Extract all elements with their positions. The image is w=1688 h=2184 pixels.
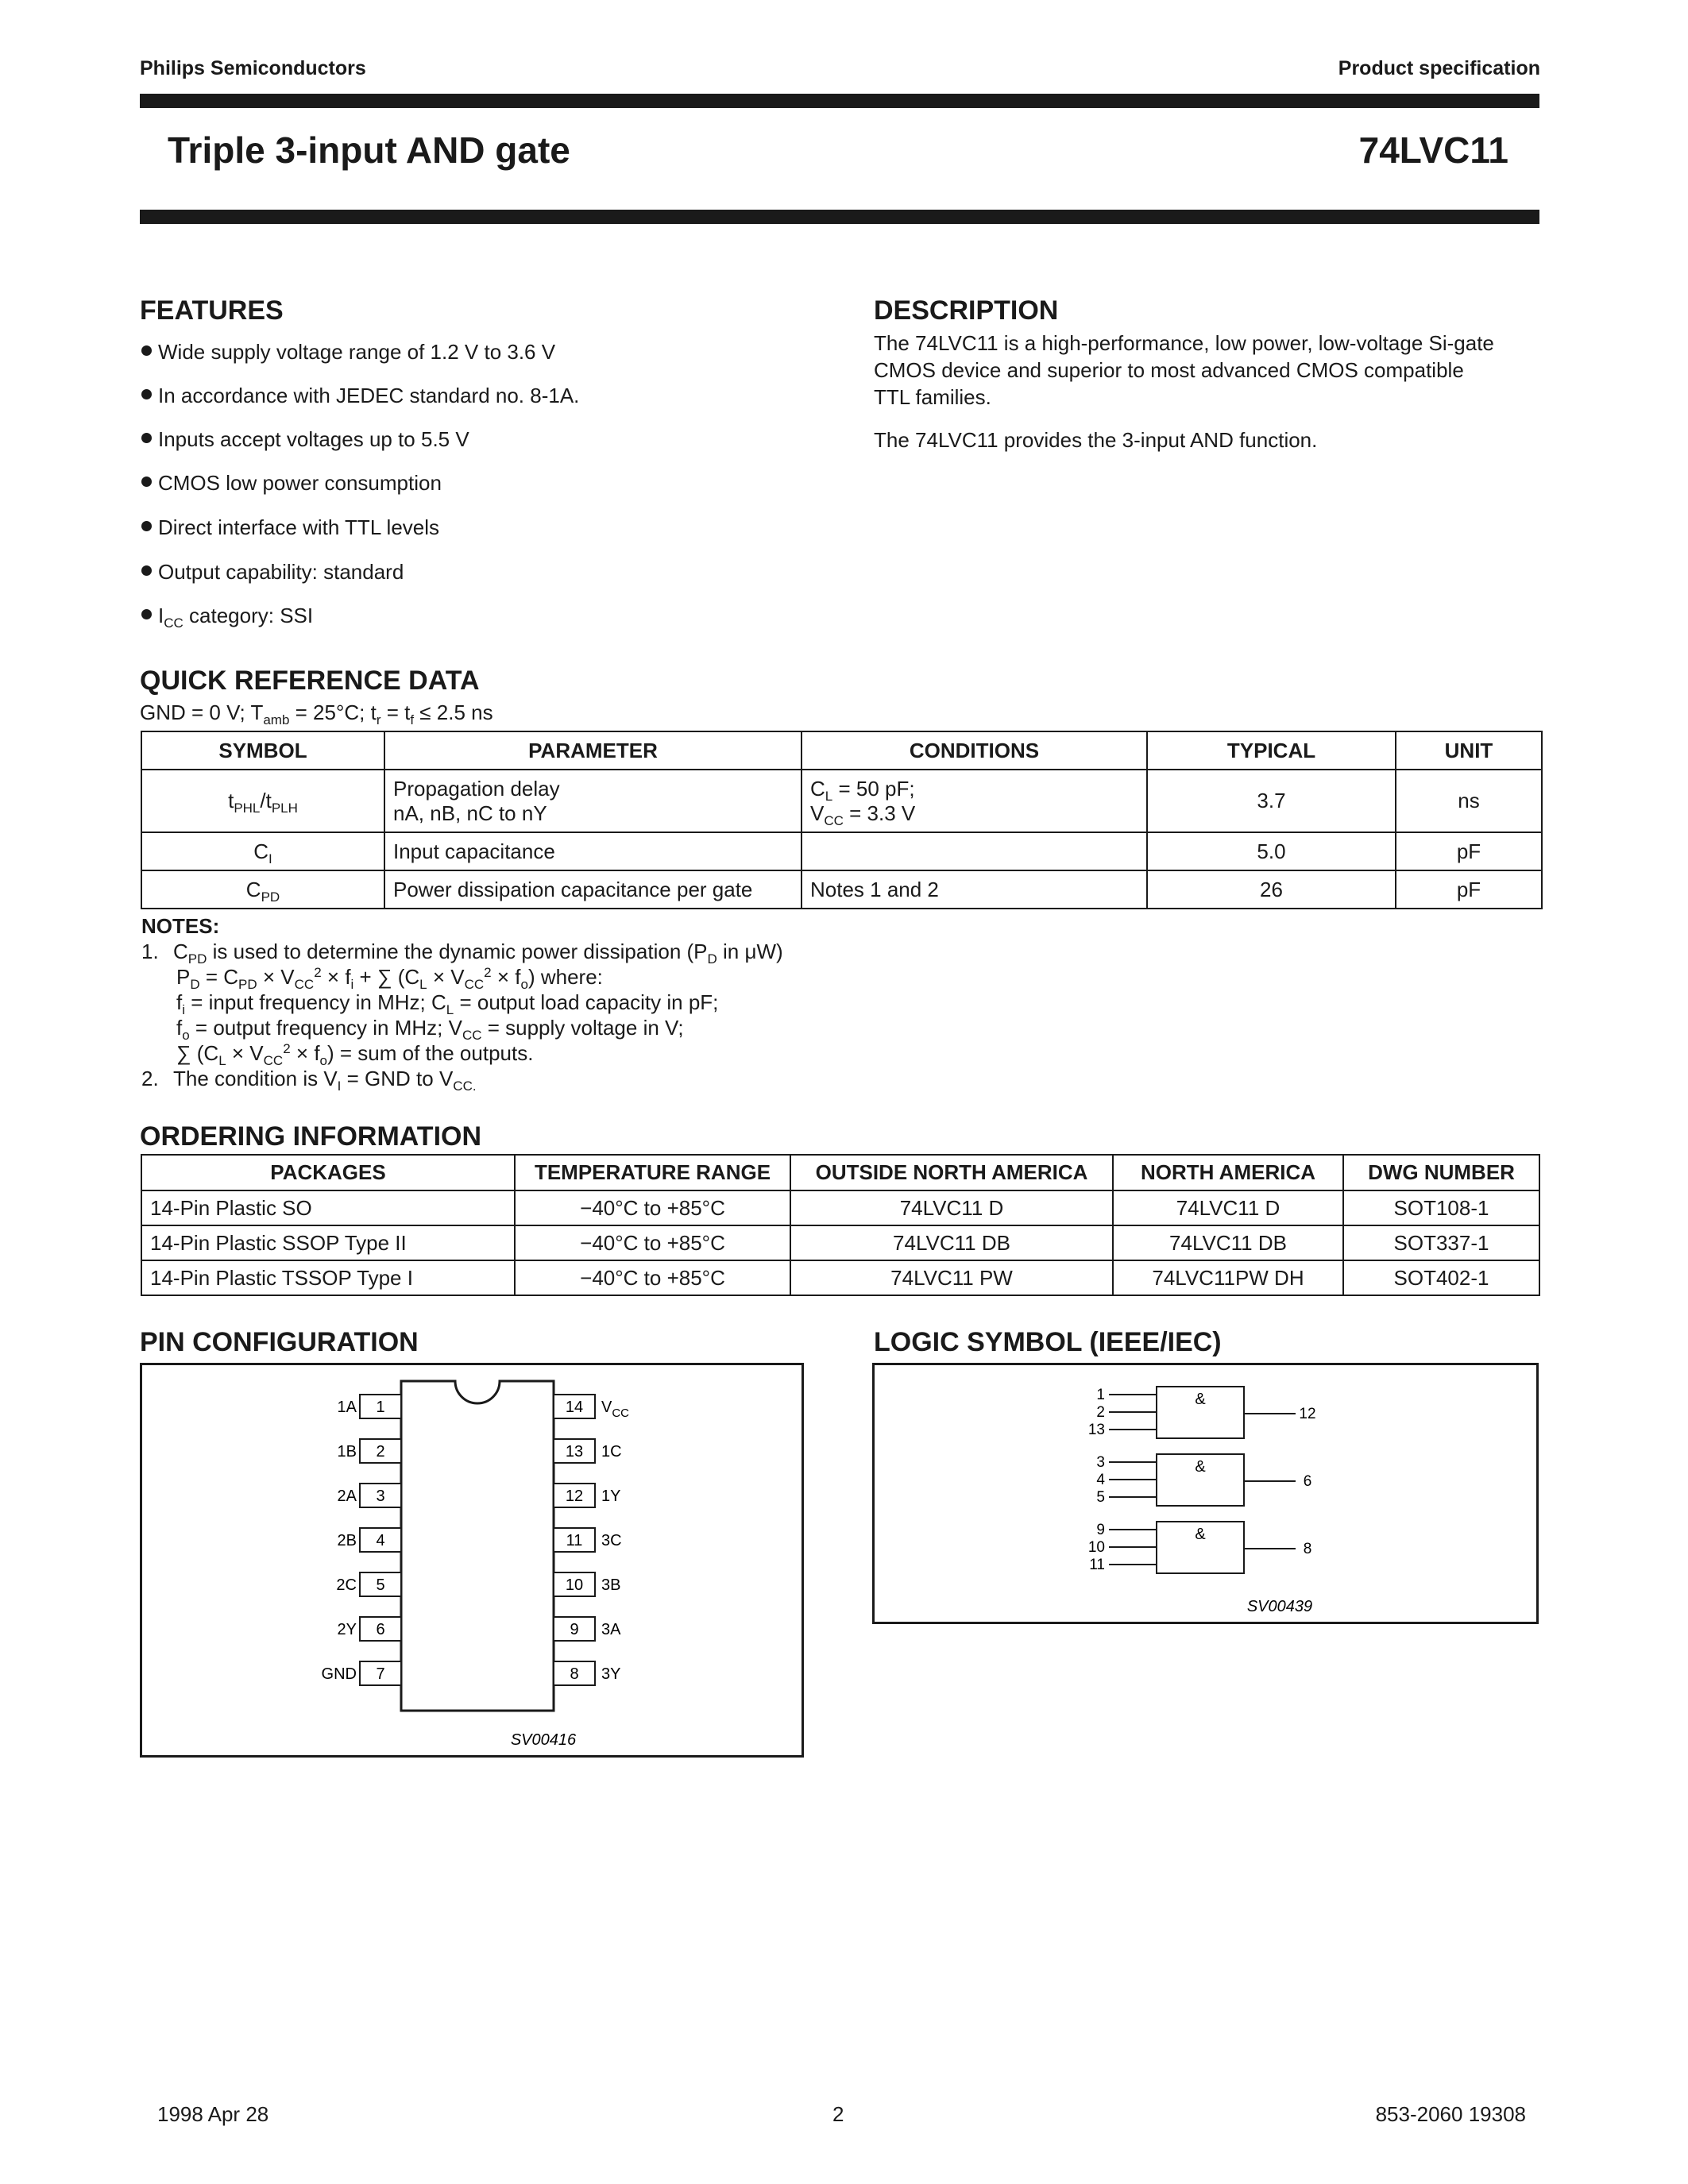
quick-ref-conditions: GND = 0 V; $T_{amb} = 25^\circ C$; $t_r = t_f \le 2.5$ ns [140,700,493,727]
pin-name: GND [321,1665,357,1683]
bullet-icon [141,565,152,576]
input-pin-label: 9 [1096,1522,1105,1538]
and-symbol: & [1195,1458,1206,1476]
footer-doc-number: 853-2060 19308 [1375,2102,1526,2126]
unit-cell: pF [1396,870,1542,909]
conditions-cell: Notes 1 and 2 [802,870,1147,909]
pin-number: 12 [565,1488,584,1505]
pin-6 [338,1617,401,1641]
pin-1 [338,1395,401,1418]
and-symbol: & [1195,1526,1206,1543]
feature-item: In accordance with JEDEC standard no. 8-1A. [141,384,579,408]
feature-item: CMOS low power consumption [141,471,442,496]
feature-item: Inputs accept voltages up to 5.5 V [141,427,469,452]
ordering-heading: ORDERING INFORMATION [140,1121,482,1152]
pin-number: 8 [570,1665,579,1683]
cell-temperature: −40°C to +85°C [515,1260,790,1295]
input-pin-label: 3 [1096,1454,1105,1471]
features-heading: FEATURES [140,295,284,326]
pin-number: 6 [376,1621,385,1638]
figure-code: SV00416 [510,1731,577,1749]
top-rule [140,94,1539,108]
output-pin-label: 6 [1303,1473,1312,1490]
right-pins [554,1395,629,1685]
figure-code: SV00439 [1246,1598,1313,1615]
pin-number: 4 [376,1532,385,1549]
input-pin-label: 10 [1087,1539,1105,1556]
pin-name: 3Y [601,1665,621,1683]
bullet-icon [141,389,152,399]
col-dwg-number: DWG NUMBER [1343,1155,1539,1190]
col-temperature: TEMPERATURE RANGE [515,1155,790,1190]
input-pin-label: 1 [1096,1387,1105,1403]
input-pin-label: 2 [1096,1404,1105,1421]
bullet-icon [141,433,152,443]
bullet-icon [141,609,152,619]
page-number: 2 [832,2102,844,2126]
description-para2: The 74LVC11 provides the 3-input AND function. [874,428,1318,452]
cell-dwg-number: SOT402-1 [1343,1260,1539,1295]
cell-temperature: −40°C to +85°C [515,1190,790,1225]
pin-2 [338,1439,401,1463]
pin-7 [322,1661,401,1685]
quick-ref-table [141,731,1543,909]
pin-name: 2Y [337,1621,357,1638]
pin-10 [554,1572,620,1596]
parameter-cell: Input capacitance [384,832,802,870]
unit-cell: pF [1396,832,1542,870]
pin-name: 1B [337,1443,357,1461]
table-row [141,832,1542,870]
pin-number: 2 [376,1443,385,1461]
table-row [141,870,1542,909]
typical-cell: 26 [1147,870,1396,909]
col-parameter: PARAMETER [384,731,802,770]
symbol-cell: $C_{PD}$ [141,870,384,909]
description-para1: The 74LVC11 is a high-performance, low power, low-voltage Si-gate CMOS device and superior to most advanced CMOS compatible TTL families. [874,331,1494,409]
and-gate-2 [1096,1454,1311,1506]
col-conditions: CONDITIONS [802,731,1147,770]
quick-ref-heading: QUICK REFERENCE DATA [140,666,480,696]
table-row [141,1190,1539,1225]
left-pins [322,1395,401,1685]
typical-cell: 5.0 [1147,832,1396,870]
pin-8 [554,1661,620,1685]
output-pin-label: 8 [1303,1541,1312,1557]
pin-number: 9 [570,1621,579,1638]
logic-symbol-heading: LOGIC SYMBOL (IEEE/IEC) [874,1327,1222,1357]
pin-name: 2A [337,1488,357,1505]
col-unit: UNIT [1396,731,1542,770]
pin-name: 2B [337,1532,357,1549]
ordering-table [141,1154,1540,1296]
bullet-icon [141,521,152,531]
col-north-america: NORTH AMERICA [1113,1155,1343,1190]
pin-14 [554,1395,629,1420]
cell-north-america: 74LVC11PW DH [1113,1260,1343,1295]
note-2-number: 2. [141,1067,159,1090]
cell-package: 14-Pin Plastic TSSOP Type I [141,1260,515,1295]
logic-symbol-diagram [875,1365,1536,1622]
col-typical: TYPICAL [1147,731,1396,770]
table-row [141,770,1542,832]
input-pin-label: 11 [1089,1557,1105,1573]
bullet-icon [141,345,152,356]
col-outside-na: OUTSIDE NORTH AMERICA [790,1155,1113,1190]
cell-outside-na: 74LVC11 PW [790,1260,1113,1295]
gate-group [1088,1387,1316,1573]
pin-number: 7 [376,1665,385,1683]
pin-number: 3 [376,1488,385,1505]
cell-dwg-number: SOT108-1 [1343,1190,1539,1225]
pin-number: 10 [565,1576,584,1594]
input-pin-label: 4 [1096,1472,1105,1488]
pin-number: 1 [376,1399,385,1416]
typical-cell: 3.7 [1147,770,1396,832]
pin-11 [554,1528,622,1552]
pin-config-figure [140,1363,804,1758]
table-row [141,1225,1539,1260]
table-row [141,1260,1539,1295]
unit-cell: ns [1396,770,1542,832]
pin-12 [554,1484,620,1507]
parameter-cell: Propagation delay nA, nB, nC to nY [384,770,802,832]
cell-north-america: 74LVC11 DB [1113,1225,1343,1260]
pin-number: 13 [565,1443,584,1461]
input-pin-label: 5 [1096,1489,1105,1506]
doc-type: Product specification [1338,57,1540,79]
description-heading: DESCRIPTION [874,295,1059,326]
notes-heading: NOTES: [141,914,220,938]
pin-config-diagram [142,1365,802,1755]
title-rule [140,210,1539,224]
cell-package: 14-Pin Plastic SO [141,1190,515,1225]
pin-name: 3B [601,1576,621,1594]
ic-package-body [401,1381,554,1711]
and-gate-1 [1088,1387,1316,1438]
output-pin-label: 12 [1299,1406,1316,1422]
conditions-cell: $C_L = 50$ pF; $V_{CC} = 3.3$ V [802,770,1147,832]
pin-number: 14 [565,1399,584,1416]
pin-3 [338,1484,401,1507]
cell-dwg-number: SOT337-1 [1343,1225,1539,1260]
pin-config-heading: PIN CONFIGURATION [140,1327,419,1357]
cell-outside-na: 74LVC11 DB [790,1225,1113,1260]
pin-number: 5 [376,1576,385,1594]
cell-temperature: −40°C to +85°C [515,1225,790,1260]
feature-item: $I_{CC}$ category: SSI [141,604,313,628]
cell-north-america: 74LVC11 D [1113,1190,1343,1225]
pin-name: 3A [601,1621,621,1638]
note-2: The condition is $V_I$ = GND to $V_{CC.}$ [173,1067,477,1094]
and-gate-3 [1088,1522,1311,1573]
symbol-cell: $C_I$ [141,832,384,870]
pin-name: 1C [601,1443,622,1461]
feature-item: Direct interface with TTL levels [141,515,439,540]
feature-item: Wide supply voltage range of 1.2 V to 3.6 V [141,340,555,365]
logic-symbol-figure [872,1363,1539,1624]
cell-outside-na: 74LVC11 D [790,1190,1113,1225]
company-name: Philips Semiconductors [140,57,366,79]
note-1-number: 1. [141,940,159,963]
pin-5 [336,1572,401,1596]
col-symbol: SYMBOL [141,731,384,770]
part-number: 74LVC11 [1358,129,1508,171]
pin-name: $V_{CC}$ [601,1399,630,1420]
footer-date: 1998 Apr 28 [157,2102,269,2126]
pin-13 [554,1439,622,1463]
input-pin-label: 13 [1087,1422,1105,1438]
pin-4 [338,1528,401,1552]
cell-package: 14-Pin Plastic SSOP Type II [141,1225,515,1260]
col-packages: PACKAGES [141,1155,515,1190]
bullet-icon [141,477,152,487]
page-title: Triple 3-input AND gate [168,129,570,171]
symbol-cell: $t_{PHL}/t_{PLH}$ [141,770,384,832]
pin-name: 1A [337,1399,357,1416]
pin-number: 11 [566,1532,583,1549]
conditions-cell [802,832,1147,870]
pin-name: 3C [601,1532,622,1549]
note-1: $C_{PD}$ is used to determine the dynamic power dissipation ($P_D$ in μW) $P_D = C_{PD} \times V_{CC}^2 \times f_i$ + ∑ $(C_L \times V_{CC}^2 \times f_o)$ where: $f_i$ = input frequency in MHz; $C_L$ = output load capacity in pF; $f_o$ = output frequency in MHz; $V_{CC}$ = supply voltage in V; ∑ $(C_L \times V_{CC}^2 \times f_o)$ = sum of the outputs. [173,940,783,1068]
pin-name: 2C [336,1576,357,1594]
parameter-cell: Power dissipation capacitance per gate [384,870,802,909]
feature-item: Output capability: standard [141,560,404,585]
pin-9 [554,1617,621,1641]
pin-name: 1Y [601,1488,621,1505]
and-symbol: & [1195,1391,1206,1408]
